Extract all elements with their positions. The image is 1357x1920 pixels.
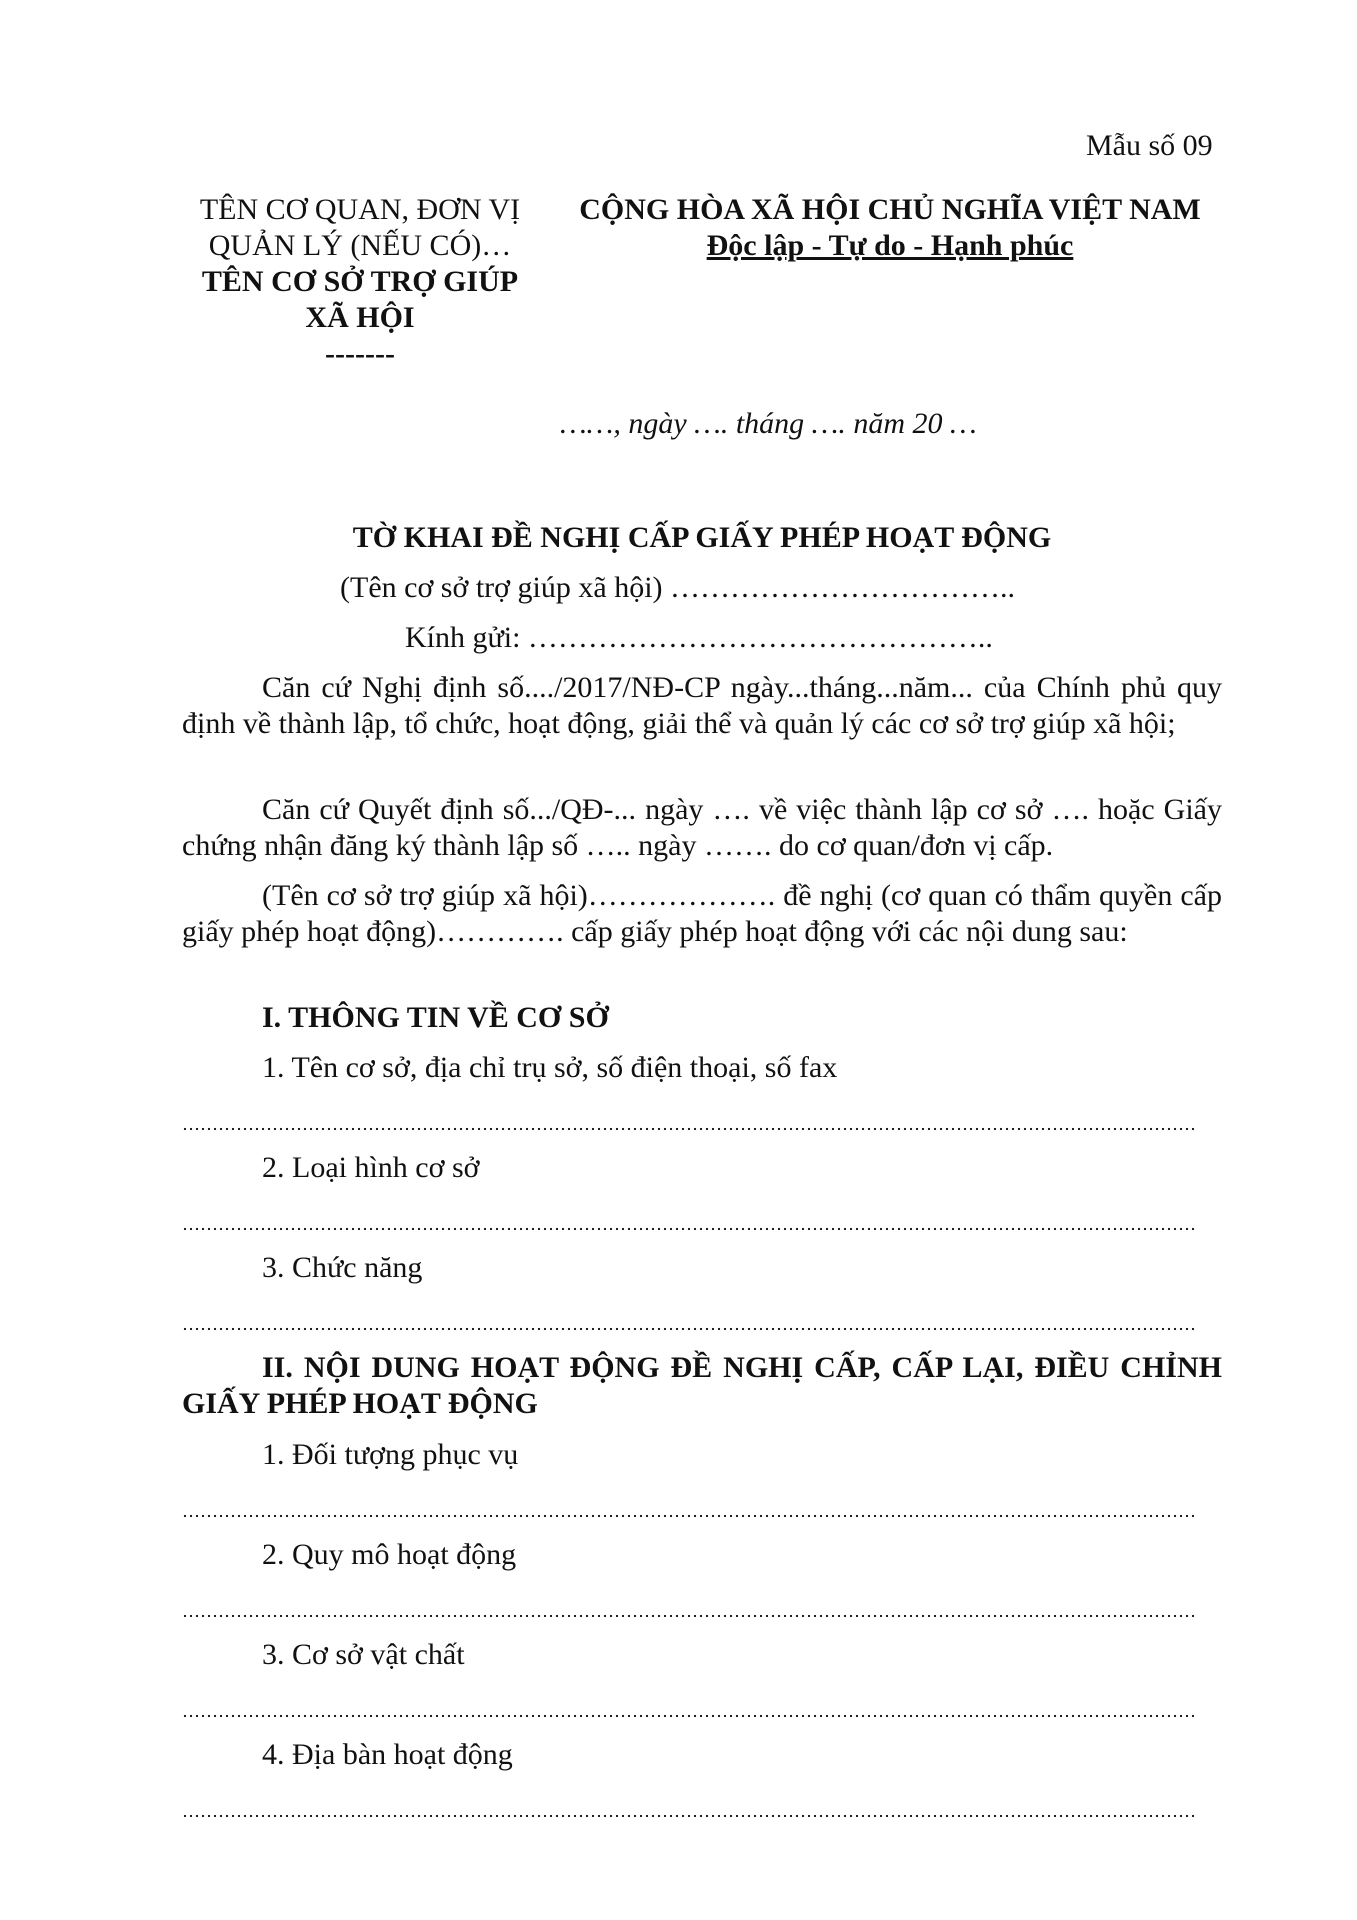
- facility-name-field: (Tên cơ sở trợ giúp xã hội) ……………………………..: [340, 571, 1016, 604]
- paragraph-request: [182, 878, 1222, 950]
- agency-name-line2: QUẢN LÝ (NẾU CÓ)…: [208, 229, 512, 262]
- fill-line: [182, 1614, 1198, 1618]
- paragraph-3-text: (Tên cơ sở trợ giúp xã hội)………………. đề nghị (cơ quan có thẩm quyền cấp giấy phép hoạt động)…………. cấp giấy phép hoạt động với các nội dung sau:: [182, 879, 1222, 948]
- document-title: TỜ KHAI ĐỀ NGHỊ CẤP GIẤY PHÉP HOẠT ĐỘNG: [352, 521, 1052, 554]
- form-number: Mẫu số 09: [1086, 129, 1213, 162]
- paragraph-legal-basis-2: [182, 792, 1222, 864]
- section-2-item-2: 2. Quy mô hoạt động: [262, 1538, 517, 1571]
- recipient-field: Kính gửi: ………………………………………..: [405, 621, 993, 654]
- section-2-item-4: 4. Địa bàn hoạt động: [262, 1738, 513, 1771]
- facility-name-line1: TÊN CƠ SỞ TRỢ GIÚP: [201, 265, 519, 298]
- paragraph-1-text: Căn cứ Nghị định số..../2017/NĐ-CP ngày...tháng...năm... của Chính phủ quy định về thành lập, tổ chức, hoạt động, giải thể và quản lý các cơ sở trợ giúp xã hội;: [182, 671, 1222, 740]
- section-2-heading: II. NỘI DUNG HOẠT ĐỘNG ĐỀ NGHỊ CẤP, CẤP LẠI, ĐIỀU CHỈNH GIẤY PHÉP HOẠT ĐỘNG: [182, 1351, 1222, 1420]
- fill-line: [182, 1227, 1198, 1231]
- header-divider: -------: [325, 337, 395, 370]
- agency-name-line1: TÊN CƠ QUAN, ĐƠN VỊ: [199, 193, 521, 226]
- fill-line: [182, 1127, 1198, 1131]
- paragraph-legal-basis-1: [182, 670, 1222, 742]
- section-2-item-1: 1. Đối tượng phục vụ: [262, 1438, 519, 1471]
- section-1-item-3: 3. Chức năng: [262, 1251, 423, 1284]
- date-line: ……, ngày …. tháng …. năm 20 …: [560, 407, 977, 440]
- national-motto-text: Độc lập - Tự do - Hạnh phúc: [706, 229, 1074, 262]
- fill-line: [182, 1714, 1198, 1718]
- national-title: CỘNG HÒA XÃ HỘI CHỦ NGHĨA VIỆT NAM: [579, 193, 1201, 226]
- facility-name-line2: XÃ HỘI: [305, 301, 415, 334]
- fill-line: [182, 1327, 1198, 1331]
- national-motto: [570, 228, 1210, 264]
- paragraph-2-text: Căn cứ Quyết định số.../QĐ-... ngày …. về việc thành lập cơ sở …. hoặc Giấy chứng nhận đăng ký thành lập số ….. ngày ……. do cơ quan/đơn vị cấp.: [182, 793, 1222, 862]
- section-1-item-1: 1. Tên cơ sở, địa chỉ trụ sở, số điện thoại, số fax: [262, 1051, 838, 1084]
- section-1-heading: I. THÔNG TIN VỀ CƠ SỞ: [262, 1001, 609, 1034]
- fill-line: [182, 1514, 1198, 1518]
- section-1-item-2: 2. Loại hình cơ sở: [262, 1151, 480, 1184]
- fill-line: [182, 1814, 1198, 1818]
- section-2-item-3: 3. Cơ sở vật chất: [262, 1638, 465, 1671]
